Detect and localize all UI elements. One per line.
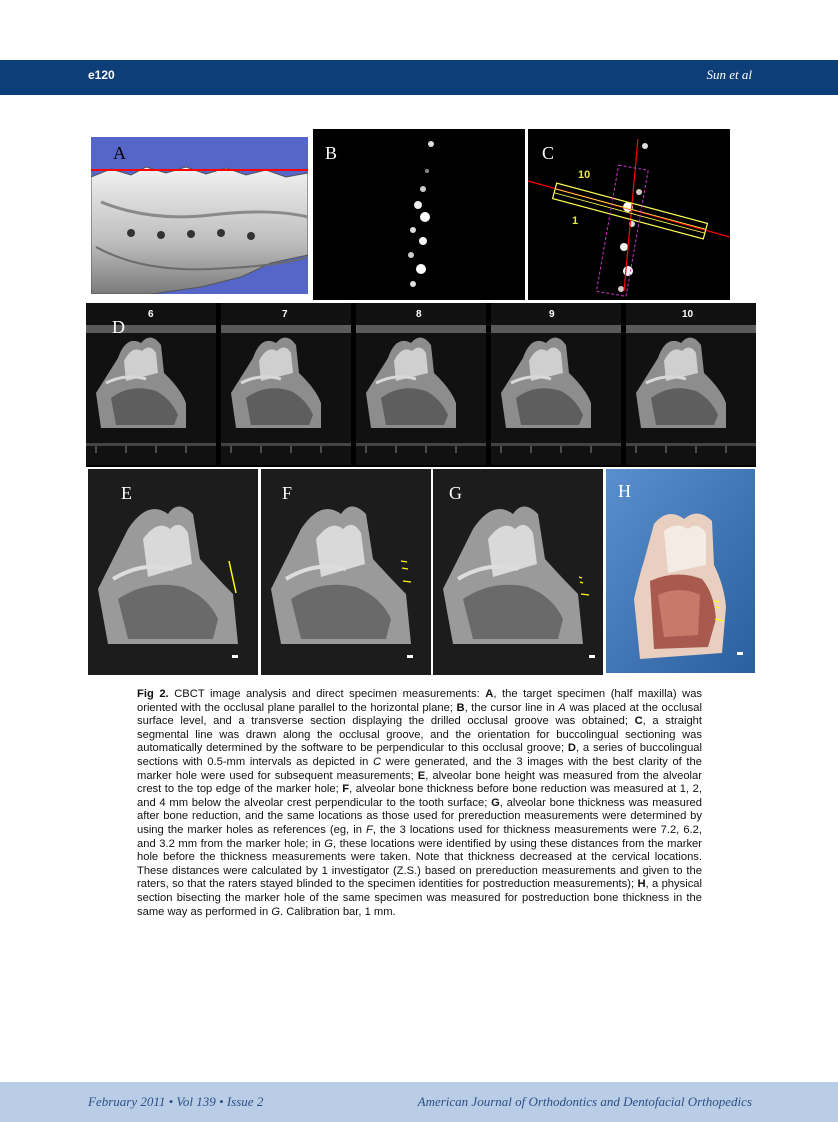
figure-caption	[137, 688, 702, 919]
alveolar-height-image	[88, 469, 258, 675]
panel-label-a: A	[113, 143, 126, 163]
slice-number-bottom: 1	[572, 215, 579, 227]
caption-ref-b: B	[456, 701, 465, 714]
figure-panel-f	[261, 469, 431, 675]
caption-ref-g: G	[491, 796, 500, 809]
figure-panel-e	[88, 469, 258, 675]
caption-text: , the 3 locations used for thickness measurements were 7.2, 6.2, and 3.2 mm from the marker hole; in	[137, 823, 702, 850]
panel-label-e: E	[121, 483, 132, 503]
slice-label-7: 7	[282, 309, 288, 320]
segmental-line-image	[528, 129, 730, 300]
caption-text: CBCT image analysis and direct specimen measurements:	[168, 688, 486, 700]
caption-text: , the cursor line in	[464, 701, 559, 714]
transverse-section-image	[313, 129, 525, 300]
caption-text: was placed at the occlusal surface level, and a transverse section displaying the drilled occlusal groove was obtained;	[137, 701, 702, 728]
panel-label-g: G	[449, 483, 462, 503]
panel-label-b: B	[325, 143, 338, 163]
caption-text: , alveolar bone thickness was measured after bone reduction, and the same locations as those used for prereduction measurements were determined by using the marker holes as references (eg, in	[137, 796, 702, 836]
slice-label-9: 9	[549, 309, 555, 320]
caption-ref-f: F	[342, 783, 350, 796]
figure-panel-d	[86, 303, 756, 467]
page-footer	[0, 1082, 838, 1122]
caption-text: were generated, and the 3 images with the best clarity of the marker hole were used for subsequent measurements;	[137, 755, 702, 782]
calibration-bar	[589, 655, 595, 658]
caption-ref-g-italic: G	[324, 837, 333, 850]
caption-ref-f-italic: F	[366, 823, 373, 836]
buccolingual-series	[86, 303, 756, 467]
panel-label-d: D	[112, 317, 125, 337]
calibration-bar	[737, 652, 743, 655]
figure-panel-c	[528, 129, 730, 300]
figure-panel-h	[606, 469, 755, 673]
caption-text: , alveolar bone height was measured from the alveolar crest to the top edge of the marker hole;	[137, 769, 702, 796]
caption-text: , a physical section bisecting the marker hole of the same specimen was measured for postreduction bone thickness in the same way as performed in	[137, 878, 703, 918]
slice-label-6: 6	[148, 309, 154, 320]
caption-ref-e: E	[417, 769, 426, 782]
panel-label-f: F	[282, 483, 293, 503]
figure-panel-b	[313, 129, 525, 300]
caption-ref-a-italic: A	[558, 701, 566, 714]
calibration-bar	[232, 655, 238, 658]
caption-ref-c-italic: C	[372, 755, 382, 768]
caption-ref-c: C	[634, 715, 643, 728]
caption-text: , a straight segmental line was drawn along the occlusal groove, and the orientation for buccolingual sectioning was automatically determined by the software to be perpendicular to this occlusal groove;	[137, 715, 702, 755]
issue-info: February 2011 • Vol 139 • Issue 2	[88, 1094, 264, 1109]
journal-name: American Journal of Orthodontics and Dentofacial Orthopedics	[417, 1094, 752, 1109]
slice-label-8: 8	[416, 309, 422, 320]
caption-ref-h: H	[637, 878, 646, 891]
page-header	[0, 60, 838, 95]
panel-label-c: C	[542, 143, 555, 163]
caption-text: . Calibration bar, 1 mm.	[280, 905, 396, 918]
caption-text: , alveolar bone thickness before bone reduction was measured at 1, 2, and 4 mm below the alveolar crest perpendicular to the tooth surface;	[137, 783, 702, 809]
running-head: Sun et al	[706, 67, 752, 82]
caption-text: , these locations were identified by using these distances from the marker hole before the thickness measurements were taken. Note that thickness decreased at the cervical locations. These distances were calculated by 1 investigator (Z.S.) based on prereduction measurements and given to the raters, so that the raters stayed blinded to the specimen identities for postreduction measurements);	[137, 837, 702, 891]
caption-ref-a: A	[485, 688, 494, 700]
caption-ref-g-italic: G	[271, 905, 281, 918]
slice-number-top: 10	[578, 169, 591, 181]
caption-text: , the target specimen (half maxilla) was oriented with the occlusal plane parallel to the horizontal plane;	[137, 688, 703, 714]
figure-panel-a	[91, 137, 308, 294]
caption-label: Fig 2.	[137, 688, 169, 700]
page-number: e120	[88, 68, 115, 82]
slice-label-10: 10	[682, 309, 694, 320]
figure-panel-g	[433, 469, 603, 675]
caption-text: , a series of buccolingual sections with 0.5-mm intervals as depicted in	[137, 742, 702, 768]
calibration-bar	[407, 655, 413, 658]
caption-ref-d: D	[567, 742, 576, 755]
panel-label-h: H	[618, 481, 631, 501]
